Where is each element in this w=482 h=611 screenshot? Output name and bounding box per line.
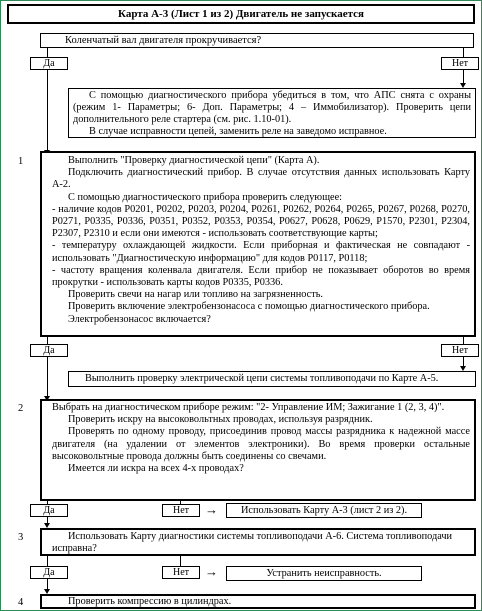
card-title: Карта А-3 (Лист 1 из 2) Двигатель не запускается [7, 4, 475, 24]
arrow-right-icon: → [205, 502, 218, 517]
step-1-line: - наличие кодов P0201, P0202, P0203, P0204, P0261, P0262, P0264, P0265, P0267, P0268, P0270, P0271, P0335, P0336, P0351, P0352, P0353, P0354, P0627, P0628, P0629, P1570, P2301, P2304, P2307, P2310 и если они имеются - использовать соответствующие карты; [52, 203, 470, 240]
step-2-question: Имеется ли искра на всех 4-х проводах? [68, 463, 244, 475]
step-number-1: 1 [18, 156, 24, 167]
step-1-line: Выполнить "Проверку диагностической цепи" (Карта А). [68, 155, 320, 166]
step-number-4: 4 [18, 597, 24, 608]
question-crankshaft [40, 33, 474, 48]
step-1-line: Проверить свечи на нагар или топливо на загрязненность. [68, 289, 323, 301]
step-1-line: - частоту вращения коленвала двигателя. Если прибор не показывает оборотов во время прокрутки - использовать карты кодов P0335, P0336. [52, 264, 470, 289]
step-2-box [40, 399, 476, 501]
action-fix-text: Устранить неисправность. [266, 568, 382, 579]
step-3-box [40, 528, 476, 556]
no-label-q1: Нет [441, 57, 479, 70]
step-4-line: Проверить компрессию в цилиндрах. [68, 596, 232, 607]
connector [47, 556, 48, 566]
connector [463, 337, 464, 344]
connector [47, 48, 48, 57]
step-1-line: - температуру охлаждающей жидкости. Если приборная и фактическая не совпадают - использовать "Диагностическую информацию" для кодов P0117, P0118; [52, 240, 470, 264]
step-1-box [40, 151, 476, 337]
step-2-line: Выбрать на диагностическом приборе режим: "2- Управление ИМ; Зажигание 1 (2, 3, 4)". [52, 402, 445, 413]
no-label-step-3: Нет [162, 566, 200, 579]
yes-label-step-3: Да [30, 566, 68, 579]
connector [47, 70, 48, 150]
step-number-3: 3 [18, 532, 24, 543]
action-fix [226, 566, 422, 581]
step-2-line: Проверить искру на высоковольтных проводах, используя разрядник. [68, 414, 373, 426]
step-number-2: 2 [18, 403, 24, 414]
yes-label-step-1: Да [30, 344, 68, 357]
action-sheet-2-text: Использовать Карту А-3 (лист 2 из 2). [240, 505, 408, 516]
action-fuel-circuit [68, 371, 476, 387]
step-4-box [40, 594, 476, 609]
yes-label-step-2: Да [30, 504, 68, 517]
connector [463, 48, 464, 57]
no-label-step-2: Нет [162, 504, 200, 517]
apc-text: С помощью диагностического прибора убедиться в том, что АПС снята с охраны (режим 1- Параметры; 6- Доп. Параметры; 4 – Иммобилизатор). Проверить цепи дополнительного реле стартера (см. рис. 1.10-01). [73, 90, 471, 125]
question-crankshaft-text: Коленчатый вал двигателя прокручивается? [65, 35, 262, 46]
step-1-question: Электробензонасос включается? [68, 313, 211, 325]
arrow-right-icon: → [205, 564, 218, 579]
step-1-line: С помощью диагностического прибора проверить следующее: [68, 191, 343, 203]
connector [180, 556, 181, 566]
step-3-question: Использовать Карту диагностики системы топливоподачи А-6. Система топливоподачи исправна? [52, 531, 453, 555]
block-apc-check [68, 88, 476, 138]
yes-label-q1: Да [30, 57, 68, 70]
action-fuel-text: Выполнить проверку электрической цепи системы топливоподачи по Карте А-5. [85, 373, 439, 384]
connector [47, 337, 48, 344]
step-1-line: Проверить включение электробензонасоса с помощью диагностического прибора. [68, 301, 430, 313]
action-sheet-2 [226, 503, 422, 518]
connector [463, 70, 464, 84]
apc-replace-text: В случае исправности цепей, заменить реле на заведомо исправное. [89, 126, 387, 137]
step-1-line: Подключить диагностический прибор. В случае отсутствия данных использовать Карту А-2. [52, 167, 470, 191]
connector [47, 357, 48, 397]
step-2-line: Проверять по одному проводу, присоединив провод массы разрядника к надежной массе двигателя (на удалении от элементов электроники). Во время проверки остальные высоковольтные провода должны быть соединены со свечами. [52, 426, 470, 462]
no-label-step-1: Нет [441, 344, 479, 357]
